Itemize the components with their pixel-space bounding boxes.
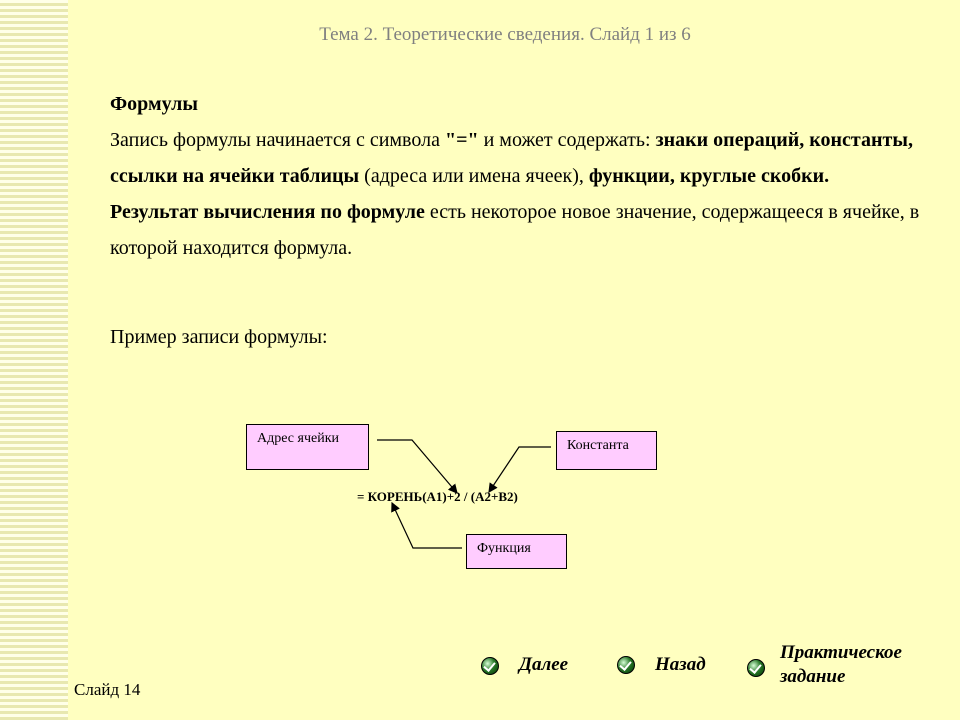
arrow-constant [489, 447, 551, 492]
practice-line-2: задание [780, 666, 846, 687]
text: (адреса или имена ячеек), [359, 165, 589, 187]
slide-number: Слайд 14 [74, 680, 141, 699]
back-icon[interactable] [617, 656, 635, 674]
practice-icon[interactable] [747, 659, 765, 677]
formula-example: = КОРЕНЬ(А1)+2 / (А2+В2) [357, 489, 518, 504]
section-heading: Формулы [110, 93, 198, 115]
text-bold: "=" [444, 129, 479, 151]
text: Запись формулы начинается с символа [110, 129, 445, 151]
arrow-address [377, 440, 457, 493]
practice-link[interactable] [780, 641, 902, 689]
box-cell-address: Адрес ячейки [246, 424, 369, 470]
box-constant: Константа [556, 431, 657, 470]
slide-header: Тема 2. Теоретические сведения. Слайд 1 из 6 [319, 24, 691, 45]
back-link[interactable]: Назад [655, 654, 706, 675]
arrow-function [392, 503, 462, 548]
next-icon[interactable] [481, 657, 499, 675]
text-bold: Результат вычисления по формуле [110, 201, 425, 223]
next-link[interactable]: Далее [519, 654, 569, 675]
text-bold: знаки операций, константы, ссылки на ячейки таблицы [110, 129, 913, 187]
box-function: Функция [466, 534, 567, 569]
example-label: Пример записи формулы: [110, 326, 328, 348]
text: есть некоторое новое значение, содержащееся в ячейке, в которой находится формула. [110, 201, 920, 259]
practice-line-1: Практическое [780, 642, 902, 663]
text: и может содержать: [478, 129, 656, 151]
text-bold: функции, круглые скобки. [588, 165, 830, 187]
